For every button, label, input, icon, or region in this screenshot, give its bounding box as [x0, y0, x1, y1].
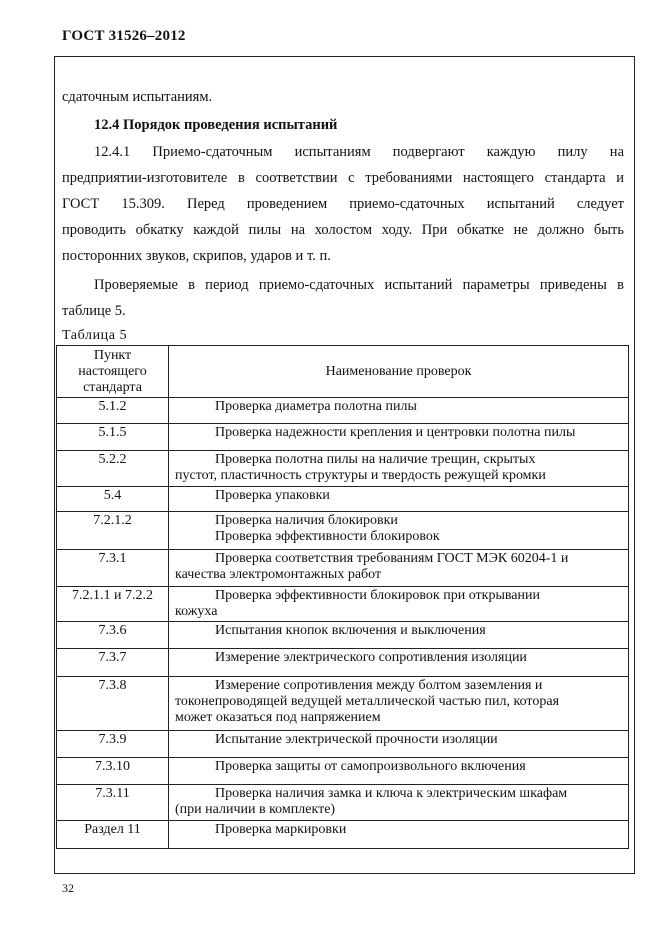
table-row	[57, 424, 629, 451]
table-row	[57, 731, 629, 758]
check-description-cell	[169, 758, 629, 785]
check-description-cell	[169, 550, 629, 587]
check-description-line: качества электромонтажных работ	[175, 567, 382, 582]
header-clause-line: настоящего	[78, 363, 147, 379]
check-description-cell	[169, 512, 629, 550]
table-row	[57, 487, 629, 512]
document-header: ГОСТ 31526–2012	[62, 28, 186, 44]
check-description-line: токонепроводящей ведущей металлической частью пил, которая	[175, 694, 560, 709]
check-description-cell	[169, 785, 629, 821]
section-heading: 12.4 Порядок проведения испытаний	[94, 117, 338, 133]
clause-number-cell: 5.2.2	[57, 451, 169, 487]
check-description-cell	[169, 649, 629, 677]
check-description-cell	[169, 424, 629, 451]
check-description-line: (при наличии в комплекте)	[175, 802, 336, 817]
check-description-cell	[169, 731, 629, 758]
paragraph-line: предприятии-изготовителе в соответствии с требованиями настоящего стандарта и	[62, 170, 624, 186]
check-description-cell	[169, 451, 629, 487]
check-description-cell	[169, 487, 629, 512]
check-description-line: кожуха	[175, 604, 218, 619]
check-description-line: Проверка полотна пилы на наличие трещин, скрытых	[215, 452, 536, 467]
header-clause-line: Пункт	[93, 347, 132, 363]
table-row	[57, 785, 629, 821]
clause-number-cell: 5.1.2	[57, 398, 169, 424]
table-row	[57, 512, 629, 550]
check-description-line: пустот, пластичность структуры и твердость режущей кромки	[175, 468, 546, 483]
paragraph-line: ГОСТ 15.309. Перед проведением приемо-сдаточных испытаний следует	[62, 196, 624, 212]
check-description-line: Измерение электрического сопротивления изоляции	[215, 650, 527, 665]
paragraph-line: проводить обкатку каждой пилы на холостом ходу. При обкатке не должно быть	[62, 222, 624, 238]
table-row	[57, 649, 629, 677]
check-description-line: Испытание электрической прочности изоляции	[215, 732, 498, 747]
clause-number-cell: 7.3.8	[57, 677, 169, 731]
table-row	[57, 550, 629, 587]
check-description-cell	[169, 677, 629, 731]
check-description-cell	[169, 622, 629, 649]
clause-number-cell: Раздел 11	[57, 821, 169, 849]
check-description-line: Проверка упаковки	[215, 488, 330, 503]
clause-number-cell: 7.3.1	[57, 550, 169, 587]
table-row	[57, 677, 629, 731]
check-description-line: Проверка соответствия требованиям ГОСТ МЭК 60204-1 и	[215, 551, 569, 566]
check-description-line: Проверка надежности крепления и центровки полотна пилы	[215, 425, 576, 440]
check-description-line: Проверка защиты от самопроизвольного включения	[215, 759, 526, 774]
clause-number-cell: 5.4	[57, 487, 169, 512]
clause-number-cell: 7.2.1.1 и 7.2.2	[57, 587, 169, 622]
paragraph-line: 12.4.1 Приемо-сдаточным испытаниям подвергают каждую пилу на	[94, 144, 624, 160]
clause-number-cell: 7.2.1.2	[57, 512, 169, 550]
header-clause-cell	[57, 346, 169, 398]
check-description-cell	[169, 587, 629, 622]
table-row	[57, 451, 629, 487]
check-description-line: Проверка диаметра полотна пилы	[215, 399, 417, 414]
check-description-line: Проверка наличия блокировки	[215, 513, 398, 528]
table-row	[57, 587, 629, 622]
paragraph-line: Проверяемые в период приемо-сдаточных испытаний параметры приведены в	[94, 277, 624, 293]
table-header-row	[57, 346, 629, 398]
header-clause-line: стандарта	[83, 379, 142, 395]
clause-number-cell: 7.3.7	[57, 649, 169, 677]
clause-number-cell: 7.3.10	[57, 758, 169, 785]
check-description-cell	[169, 398, 629, 424]
check-description-line: Проверка маркировки	[215, 822, 347, 837]
header-checks-cell: Наименование проверок	[169, 346, 629, 398]
table-row	[57, 622, 629, 649]
clause-number-cell: 7.3.6	[57, 622, 169, 649]
check-description-line: Проверка эффективности блокировок	[215, 529, 440, 544]
table-row	[57, 821, 629, 849]
paragraph-line: посторонних звуков, скрипов, ударов и т. п.	[62, 248, 331, 264]
check-description-line: Проверка эффективности блокировок при открывании	[215, 588, 540, 603]
continuation-text: сдаточным испытаниям.	[62, 89, 213, 105]
check-description-line: Проверка наличия замка и ключа к электрическим шкафам	[215, 786, 568, 801]
clause-number-cell: 7.3.11	[57, 785, 169, 821]
check-description-line: Измерение сопротивления между болтом заземления и	[215, 678, 543, 693]
clause-number-cell: 5.1.5	[57, 424, 169, 451]
table-caption: Таблица 5	[62, 328, 128, 343]
clause-number-cell: 7.3.9	[57, 731, 169, 758]
paragraph-line: таблице 5.	[62, 303, 126, 319]
check-description-line: Испытания кнопок включения и выключения	[215, 623, 486, 638]
page-number: 32	[62, 881, 74, 895]
checks-table	[56, 345, 629, 849]
check-description-line: может оказаться под напряжением	[175, 710, 381, 725]
check-description-cell	[169, 821, 629, 849]
table-row	[57, 398, 629, 424]
table-row	[57, 758, 629, 785]
